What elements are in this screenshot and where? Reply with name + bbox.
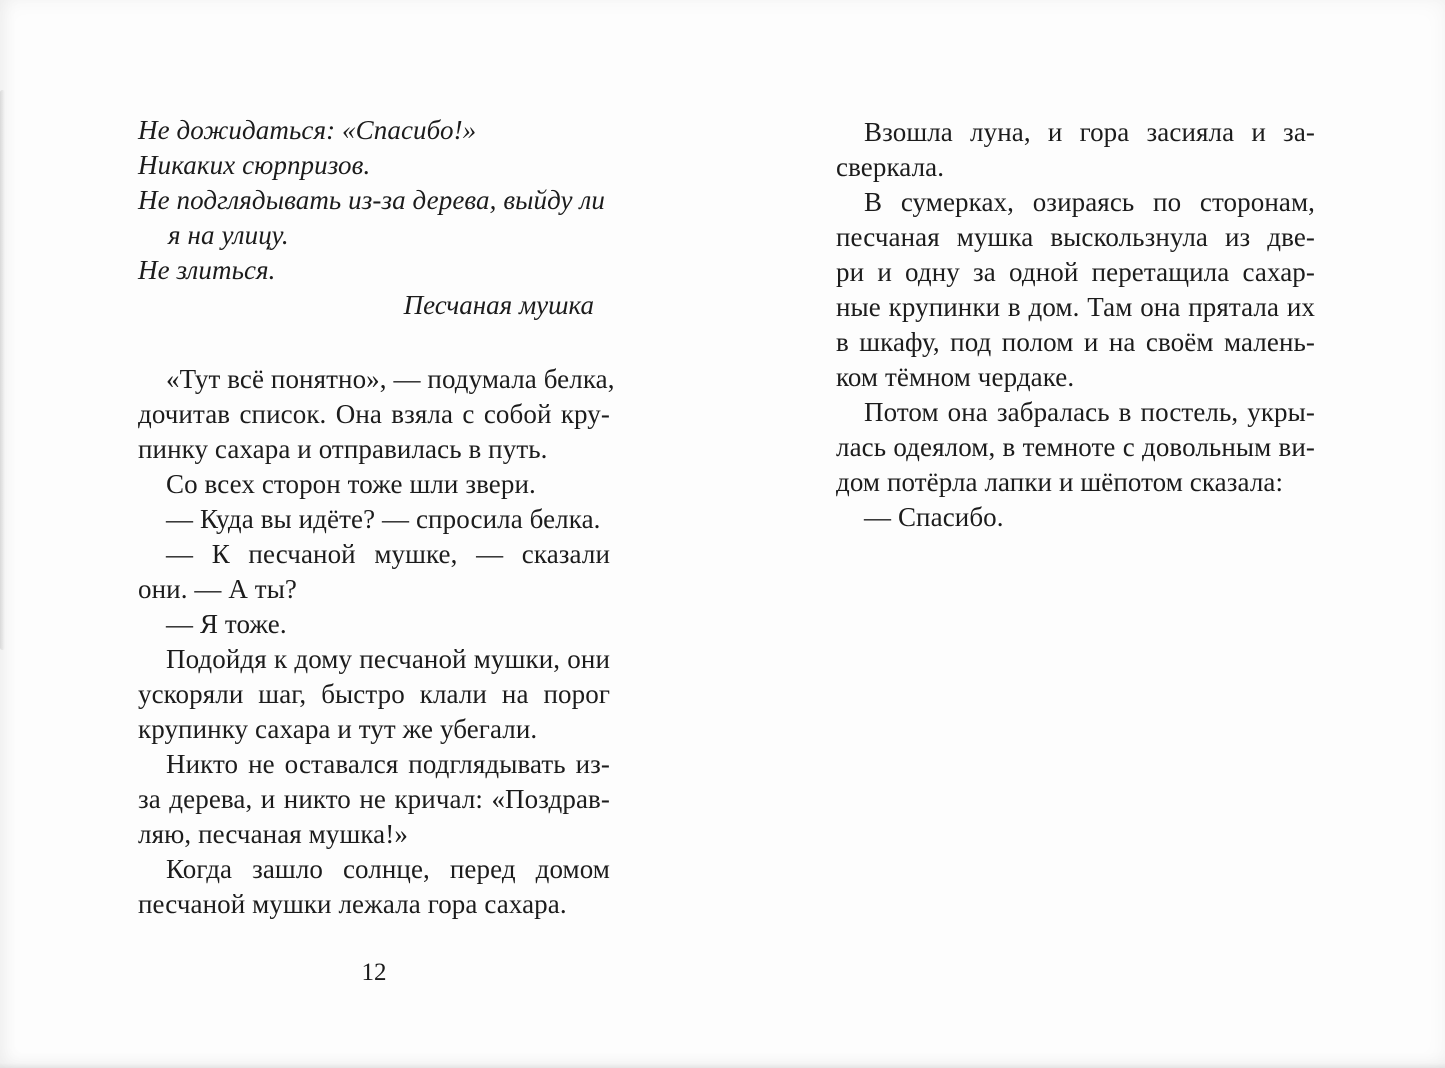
text-line: ком тёмном чердаке. bbox=[836, 362, 1075, 392]
text-line: — Куда вы идёте? — спросила белка. bbox=[166, 504, 601, 534]
text-line: я на улицу. bbox=[168, 220, 289, 250]
page-number: 12 bbox=[361, 959, 387, 986]
epigraph-signature: Песчаная мушка bbox=[403, 290, 594, 320]
text-line: «Тут всё понятно», — подумала белка, bbox=[166, 364, 615, 394]
text-line: Когда зашло солнце, перед домом bbox=[166, 854, 610, 884]
text-line: дом потёрла лапки и шёпотом сказала: bbox=[836, 467, 1284, 497]
text-line: Со всех сторон тоже шли звери. bbox=[166, 469, 536, 499]
text-line: песчаной мушки лежала гора сахара. bbox=[138, 889, 567, 919]
text-line: крупинку сахара и тут же убегали. bbox=[138, 714, 538, 744]
text-line: Не злиться. bbox=[138, 255, 276, 285]
scan-edge-bottom bbox=[0, 1063, 1445, 1068]
text-line: Взошла луна, и гора засияла и за- bbox=[864, 117, 1315, 147]
text-line: — К песчаной мушке, — сказали bbox=[166, 539, 610, 569]
text-line: Никаких сюрпризов. bbox=[138, 150, 371, 180]
text-line: Подойдя к дому песчаной мушки, они bbox=[166, 644, 610, 674]
text-line: ляю, песчаная мушка!» bbox=[138, 819, 408, 849]
text-line: ускоряли шаг, быстро клали на порог bbox=[138, 679, 610, 709]
text-line: дочитав список. Она взяла с собой кру- bbox=[138, 399, 610, 429]
text-line: Не подглядывать из-за дерева, выйду ли bbox=[138, 185, 605, 215]
left-page-text bbox=[138, 362, 615, 922]
text-line: они. — А ты? bbox=[138, 574, 298, 604]
scan-edge-left bbox=[0, 90, 5, 650]
text-line: Никто не оставался подглядывать из- bbox=[166, 749, 610, 779]
text-line: Потом она забралась в постель, укры- bbox=[864, 397, 1315, 427]
text-line: В сумерках, озираясь по сторонам, bbox=[864, 187, 1315, 217]
left-page bbox=[138, 113, 615, 922]
text-line: за дерева, и никто не кричал: «Поздрав- bbox=[138, 784, 610, 814]
text-line: песчаная мушка выскользнула из две- bbox=[836, 222, 1315, 252]
text-line: ри и одну за одной перетащила сахар- bbox=[836, 257, 1315, 287]
text-line: сверкала. bbox=[836, 152, 945, 182]
text-line: лась одеялом, в темноте с довольным ви- bbox=[836, 432, 1315, 462]
text-line: — Спасибо. bbox=[864, 502, 1004, 532]
text-line: в шкафу, под полом и на своём малень- bbox=[836, 327, 1315, 357]
text-line: пинку сахара и отправилась в путь. bbox=[138, 434, 548, 464]
epigraph bbox=[138, 113, 610, 288]
text-line: Не дожидаться: «Спасибо!» bbox=[138, 115, 477, 145]
text-line: ные крупинки в дом. Там она прятала их bbox=[836, 292, 1315, 322]
text-line: — Я тоже. bbox=[166, 609, 287, 639]
right-page-text bbox=[836, 115, 1315, 535]
right-page bbox=[836, 115, 1315, 535]
